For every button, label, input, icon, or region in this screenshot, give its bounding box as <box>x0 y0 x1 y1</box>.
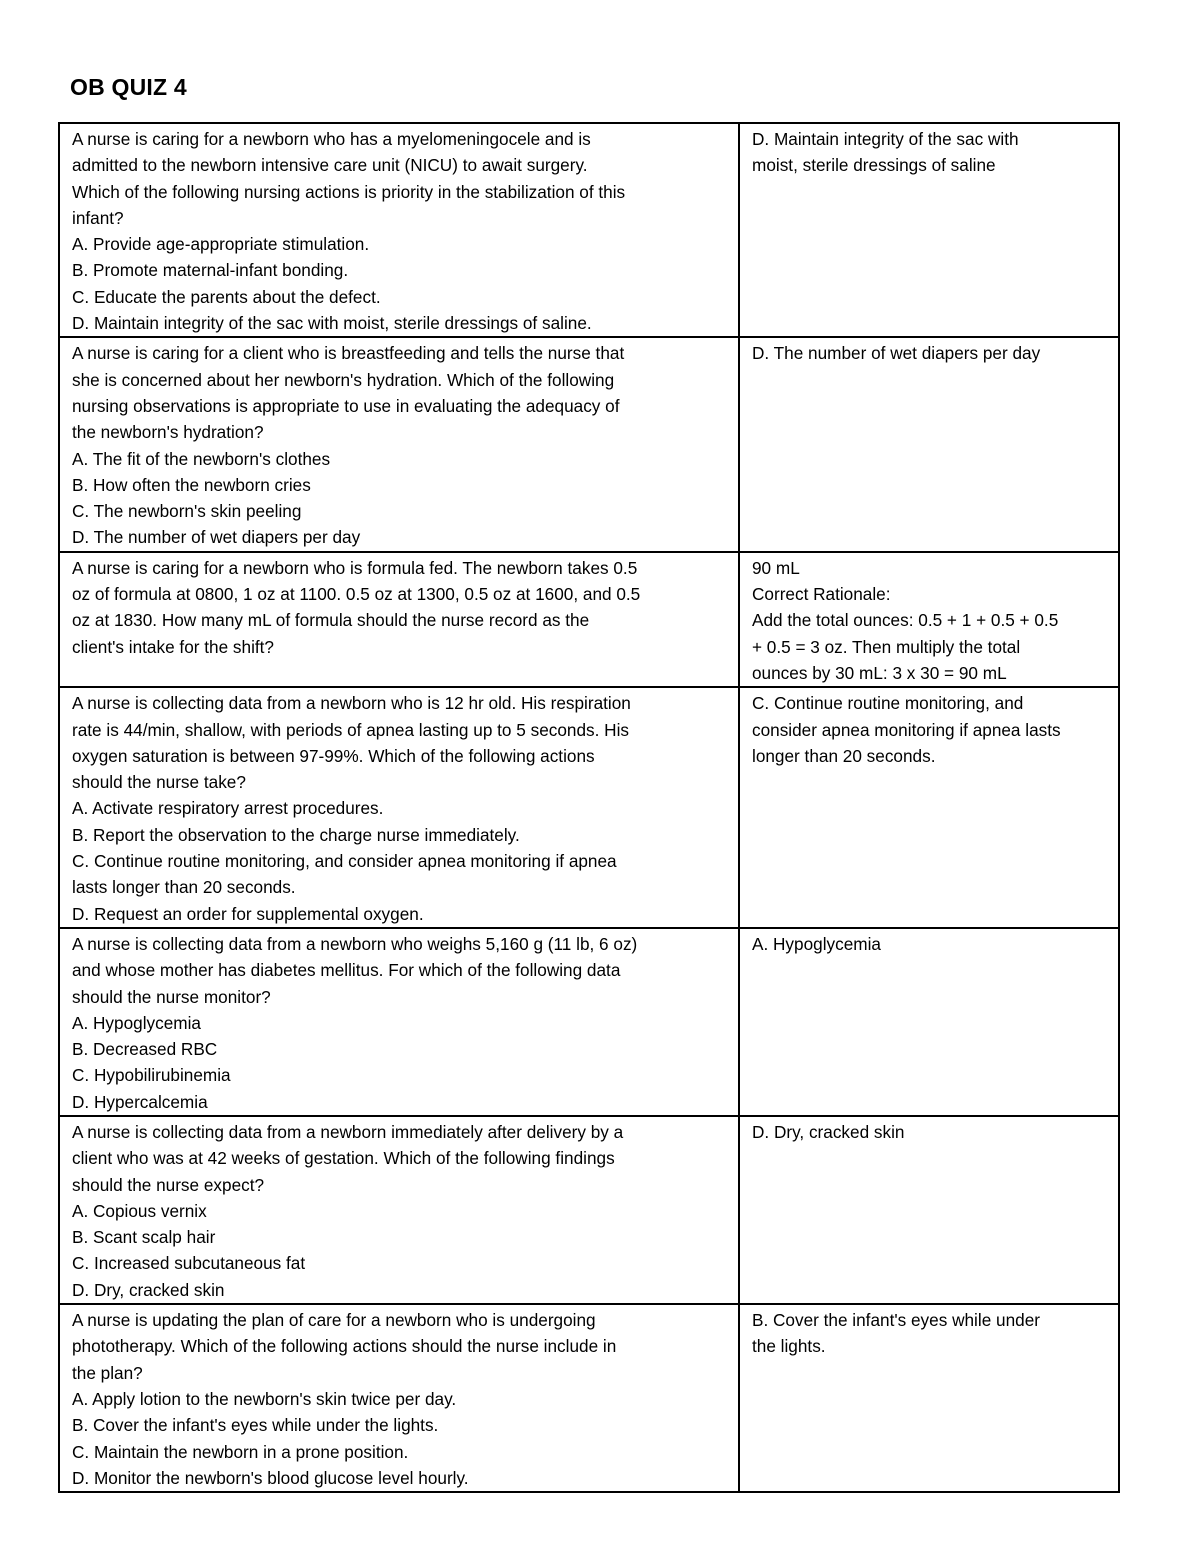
question-line: lasts longer than 20 seconds. <box>72 877 296 898</box>
answer-line: ounces by 30 mL: 3 x 30 = 90 mL <box>752 662 1007 683</box>
question-line: C. Increased subcutaneous fat <box>72 1253 306 1274</box>
answer-line: moist, sterile dressings of saline <box>752 155 996 176</box>
answer-cell <box>739 928 1119 1116</box>
question-line: D. The number of wet diapers per day <box>72 527 361 548</box>
question-line: A. Apply lotion to the newborn's skin twice per day. <box>72 1388 457 1409</box>
question-line: should the nurse monitor? <box>72 986 271 1007</box>
answer-line: Add the total ounces: 0.5 + 1 + 0.5 + 0.5 <box>752 610 1059 631</box>
question-line: D. Monitor the newborn's blood glucose level hourly. <box>72 1467 469 1488</box>
question-cell <box>59 1304 739 1492</box>
question-line: A. Provide age-appropriate stimulation. <box>72 234 370 255</box>
answer-line: the lights. <box>752 1336 826 1357</box>
answer-line: longer than 20 seconds. <box>752 745 936 766</box>
question-line: client who was at 42 weeks of gestation. Which of the following findings <box>72 1148 615 1169</box>
answer-line: + 0.5 = 3 oz. Then multiply the total <box>752 636 1021 657</box>
answer-line: Correct Rationale: <box>752 584 891 605</box>
question-line: oz at 1830. How many mL of formula should the nurse record as the <box>72 610 590 631</box>
question-line: A nurse is caring for a newborn who has a myelomeningocele and is <box>72 129 591 149</box>
question-line: D. Dry, cracked skin <box>72 1279 225 1300</box>
quiz-table-body <box>59 123 1119 1492</box>
question-line: D. Maintain integrity of the sac with moist, sterile dressings of saline. <box>72 313 592 334</box>
question-line: B. Promote maternal-infant bonding. <box>72 260 349 281</box>
answer-cell <box>739 1304 1119 1492</box>
question-line: B. Cover the infant's eyes while under the lights. <box>72 1415 439 1436</box>
question-line: B. How often the newborn cries <box>72 474 311 495</box>
quiz-row <box>59 928 1119 1116</box>
answer-cell <box>739 123 1119 337</box>
question-line: B. Decreased RBC <box>72 1039 218 1060</box>
question-line: A nurse is collecting data from a newborn who is 12 hr old. His respiration <box>72 693 631 714</box>
question-line: C. Hypobilirubinemia <box>72 1065 231 1086</box>
question-line: rate is 44/min, shallow, with periods of apnea lasting up to 5 seconds. His <box>72 719 629 740</box>
question-line: oxygen saturation is between 97-99%. Which of the following actions <box>72 745 595 766</box>
question-line: C. The newborn's skin peeling <box>72 501 302 522</box>
question-cell <box>59 1116 739 1304</box>
quiz-row <box>59 1304 1119 1492</box>
question-line: Which of the following nursing actions is priority in the stabilization of this <box>72 181 626 202</box>
quiz-row <box>59 552 1119 687</box>
answer-cell <box>739 552 1119 687</box>
question-line: C. Maintain the newborn in a prone position. <box>72 1441 409 1462</box>
question-cell <box>59 928 739 1116</box>
quiz-row <box>59 687 1119 928</box>
answer-line: 90 mL <box>752 557 800 578</box>
answer-line: D. Dry, cracked skin <box>752 1121 905 1142</box>
question-line: A nurse is collecting data from a newborn who weighs 5,160 g (11 lb, 6 oz) <box>72 933 638 954</box>
question-line: and whose mother has diabetes mellitus. For which of the following data <box>72 960 621 981</box>
question-cell <box>59 552 739 687</box>
answer-cell <box>739 1116 1119 1304</box>
answer-line: D. The number of wet diapers per day <box>752 343 1041 364</box>
quiz-row <box>59 123 1119 337</box>
question-line: the newborn's hydration? <box>72 422 264 443</box>
question-line: A nurse is collecting data from a newborn immediately after delivery by a <box>72 1121 624 1142</box>
page-title: OB QUIZ 4 <box>70 74 187 100</box>
answer-line: A. Hypoglycemia <box>752 933 881 954</box>
question-line: oz of formula at 0800, 1 oz at 1100. 0.5 oz at 1300, 0.5 oz at 1600, and 0.5 <box>72 584 641 605</box>
answer-line: D. Maintain integrity of the sac with <box>752 129 1019 149</box>
question-line: A. Hypoglycemia <box>72 1012 201 1033</box>
quiz-row <box>59 1116 1119 1304</box>
question-line: the plan? <box>72 1362 143 1383</box>
question-line: B. Report the observation to the charge nurse immediately. <box>72 824 520 845</box>
question-line: nursing observations is appropriate to use in evaluating the adequacy of <box>72 395 620 416</box>
question-line: A nurse is updating the plan of care for a newborn who is undergoing <box>72 1310 596 1331</box>
question-line: D. Hypercalcemia <box>72 1091 208 1112</box>
question-line: A. Activate respiratory arrest procedures. <box>72 798 384 819</box>
question-line: phototherapy. Which of the following actions should the nurse include in <box>72 1336 617 1357</box>
question-line: A nurse is caring for a client who is breastfeeding and tells the nurse that <box>72 343 625 364</box>
answer-line: B. Cover the infant's eyes while under <box>752 1310 1040 1331</box>
question-line: admitted to the newborn intensive care unit (NICU) to await surgery. <box>72 155 588 176</box>
question-line: B. Scant scalp hair <box>72 1227 216 1248</box>
question-line: she is concerned about her newborn's hydration. Which of the following <box>72 369 615 390</box>
question-cell <box>59 337 739 551</box>
question-line: should the nurse expect? <box>72 1174 265 1195</box>
answer-cell <box>739 337 1119 551</box>
question-line: A. Copious vernix <box>72 1200 207 1221</box>
question-line: A nurse is caring for a newborn who is formula fed. The newborn takes 0.5 <box>72 557 638 578</box>
question-line: C. Continue routine monitoring, and consider apnea monitoring if apnea <box>72 851 617 872</box>
question-line: A. The fit of the newborn's clothes <box>72 448 331 469</box>
question-cell <box>59 123 739 337</box>
answer-line: consider apnea monitoring if apnea lasts <box>752 719 1061 740</box>
answer-cell <box>739 687 1119 928</box>
question-cell <box>59 687 739 928</box>
question-line: client's intake for the shift? <box>72 636 274 657</box>
question-line: infant? <box>72 207 124 228</box>
quiz-table <box>58 122 1120 1493</box>
answer-line: C. Continue routine monitoring, and <box>752 693 1024 714</box>
question-line: should the nurse take? <box>72 772 246 793</box>
question-line: C. Educate the parents about the defect. <box>72 286 381 307</box>
quiz-row <box>59 337 1119 551</box>
question-line: D. Request an order for supplemental oxygen. <box>72 903 424 924</box>
